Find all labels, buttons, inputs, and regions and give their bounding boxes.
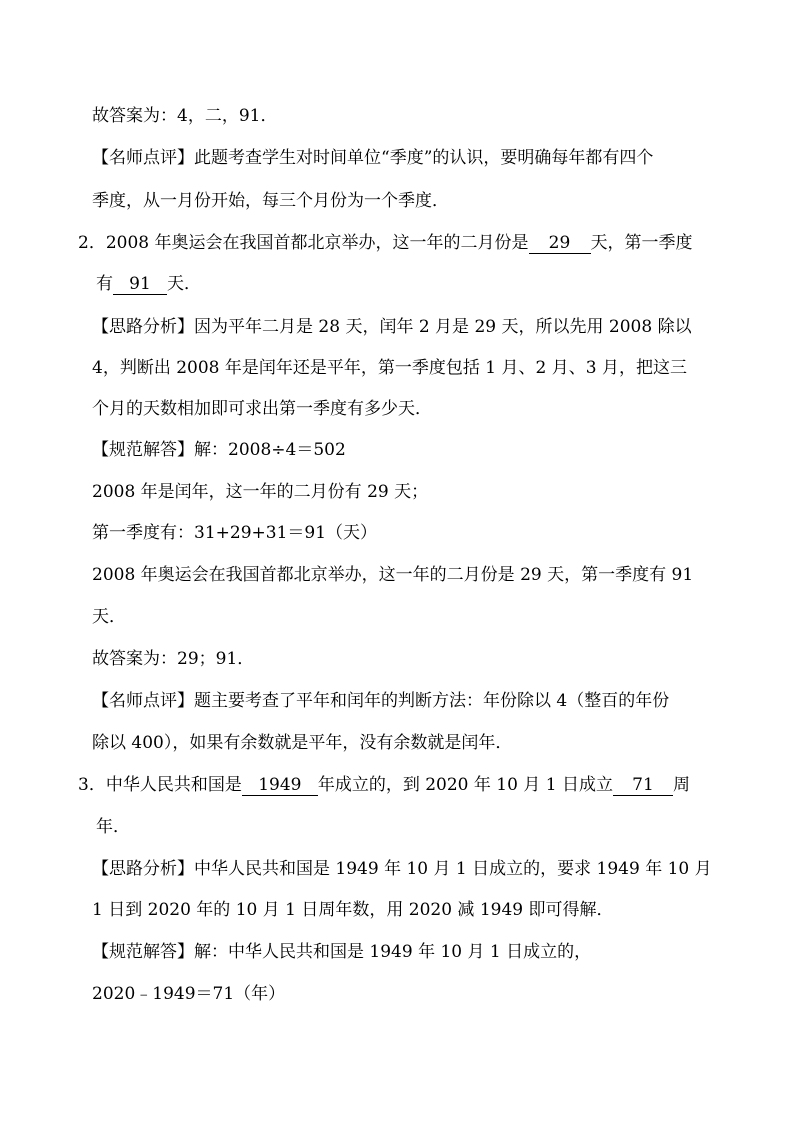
q3-analysis-line-2 bbox=[92, 898, 614, 922]
answer-text: 故答案为：29；91． bbox=[92, 649, 255, 669]
q2-solution-line-1 bbox=[92, 438, 346, 462]
answer-blank: 91 bbox=[113, 274, 167, 295]
question-number: 3． bbox=[78, 775, 106, 795]
q3-analysis-line-1 bbox=[92, 857, 712, 881]
answer-text: 故答案为：4，二，91． bbox=[92, 106, 278, 126]
q2-solution-line-3 bbox=[92, 521, 377, 545]
q1-comment-line-1 bbox=[92, 146, 653, 170]
analysis-text: 因为平年二月是 28 天，闰年 2 月是 29 天，所以先用 2008 除以 bbox=[194, 317, 692, 337]
q2-stem-line-1 bbox=[78, 231, 693, 255]
solution-text: 2008 年奥运会在我国首都北京举办，这一年的二月份是 29 天，第一季度有 91 bbox=[92, 565, 694, 585]
solution-tag: 【规范解答】 bbox=[92, 942, 194, 962]
q3-solution-line-2 bbox=[92, 982, 285, 1006]
analysis-text: 4，判断出 2008 年是闰年还是平年，第一季度包括 1 月、2 月、3 月，把这三 bbox=[92, 358, 687, 378]
comment-text: 季度，从一月份开始，每三个月份为一个季度． bbox=[92, 191, 449, 211]
analysis-text: 中华人民共和国是 1949 年 10 月 1 日成立的，要求 1949 年 10 月 bbox=[194, 859, 712, 879]
q2-solution-line-5 bbox=[92, 605, 126, 629]
solution-text: 解：中华人民共和国是 1949 年 10 月 1 日成立的， bbox=[194, 942, 592, 962]
answer-blank: 71 bbox=[613, 775, 673, 796]
answer-blank: 29 bbox=[529, 233, 591, 254]
solution-tag: 【规范解答】 bbox=[92, 440, 194, 460]
comment-text: 此题考查学生对时间单位“季度”的认识，要明确每年都有四个 bbox=[194, 148, 654, 168]
q3-solution-line-1 bbox=[92, 940, 591, 964]
solution-text: 解：2008÷4＝502 bbox=[194, 440, 346, 460]
question-stem: 天，第一季度 bbox=[590, 233, 693, 253]
question-stem: 有 bbox=[96, 274, 113, 294]
question-number: 2． bbox=[78, 233, 106, 253]
q3-stem-line-1 bbox=[78, 773, 690, 797]
q2-comment-line-1 bbox=[92, 689, 669, 713]
question-stem: 天． bbox=[167, 274, 201, 294]
q2-solution-line-4 bbox=[92, 563, 693, 587]
comment-tag: 【名师点评】 bbox=[92, 148, 194, 168]
analysis-text: 1 日到 2020 年的 10 月 1 日周年数，用 2020 减 1949 即可得解． bbox=[92, 900, 614, 920]
q2-analysis-line-2 bbox=[92, 356, 687, 380]
q1-answer-line bbox=[92, 104, 277, 128]
analysis-text: 个月的天数相加即可求出第一季度有多少天． bbox=[92, 399, 432, 419]
q2-comment-line-2 bbox=[92, 731, 512, 755]
question-stem: 中华人民共和国是 bbox=[105, 775, 242, 795]
solution-text: 2020﹣1949＝71（年） bbox=[92, 984, 286, 1004]
q3-stem-line-2 bbox=[96, 815, 130, 839]
q2-analysis-line-1 bbox=[92, 315, 692, 339]
question-stem: 2008 年奥运会在我国首都北京举办，这一年的二月份是 bbox=[105, 233, 529, 253]
solution-text: 2008 年是闰年，这一年的二月份有 29 天； bbox=[92, 482, 429, 502]
analysis-tag: 【思路分析】 bbox=[92, 317, 194, 337]
solution-text: 天． bbox=[92, 607, 126, 627]
q2-stem-line-2 bbox=[96, 272, 201, 296]
answer-blank: 1949 bbox=[242, 775, 318, 796]
q1-comment-line-2 bbox=[92, 189, 449, 213]
question-stem: 年． bbox=[96, 817, 130, 837]
q2-answer-line bbox=[92, 647, 254, 671]
question-stem: 周 bbox=[672, 775, 690, 795]
solution-text: 第一季度有：31+29+31＝91（天） bbox=[92, 523, 378, 543]
comment-tag: 【名师点评】 bbox=[92, 691, 194, 711]
q2-analysis-line-3 bbox=[92, 397, 432, 421]
question-stem: 年成立的，到 2020 年 10 月 1 日成立 bbox=[317, 775, 613, 795]
comment-text: 除以 400），如果有余数就是平年，没有余数就是闰年． bbox=[92, 733, 513, 753]
analysis-tag: 【思路分析】 bbox=[92, 859, 194, 879]
q2-solution-line-2 bbox=[92, 480, 428, 504]
comment-text: 题主要考查了平年和闰年的判断方法：年份除以 4（整百的年份 bbox=[194, 691, 670, 711]
